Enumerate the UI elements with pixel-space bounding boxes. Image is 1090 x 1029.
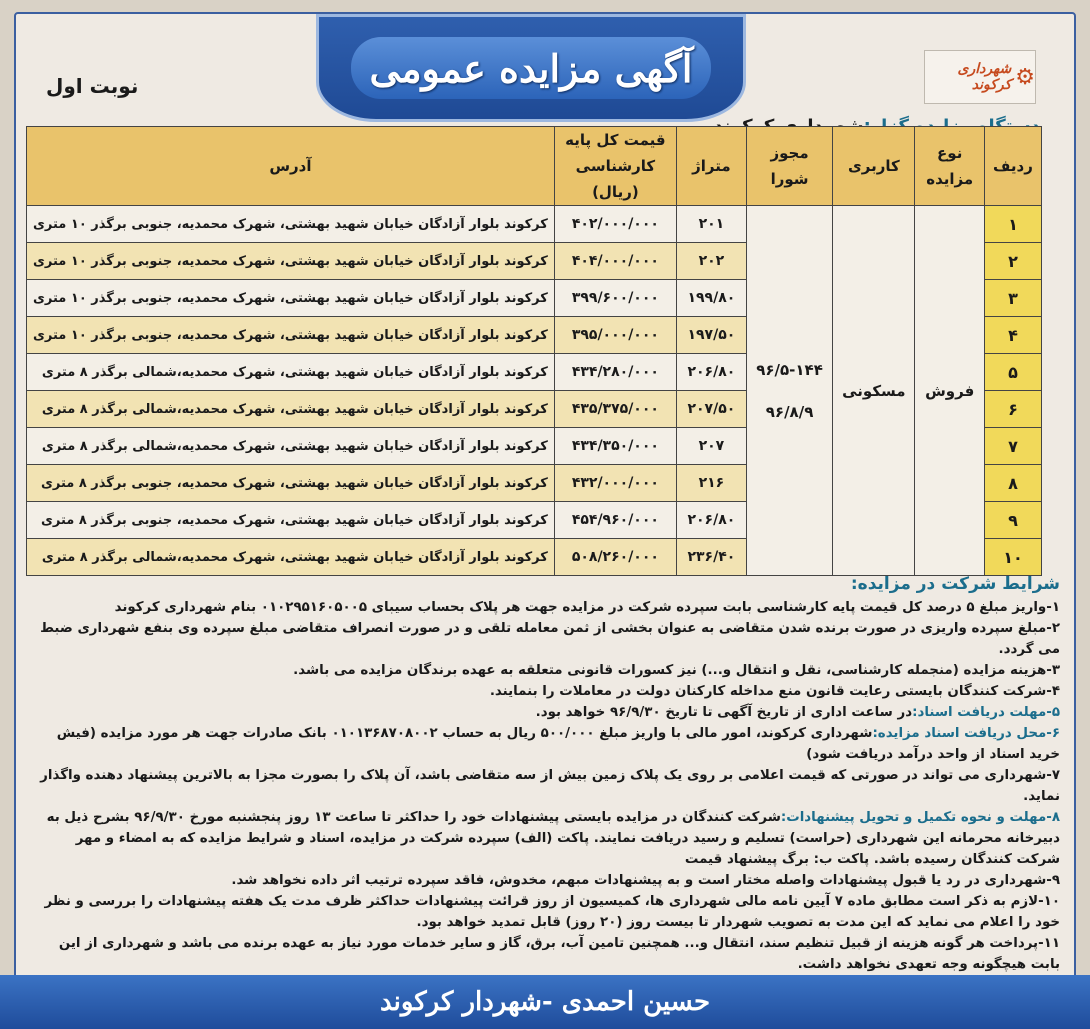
municipality-logo xyxy=(924,50,1036,104)
land-use-cell: مسکونی xyxy=(833,206,915,576)
logo-text: شهرداری کرکوند xyxy=(957,61,1012,93)
row-number: ۱ xyxy=(984,206,1041,243)
area-cell: ۲۳۶/۴۰ xyxy=(676,539,746,576)
row-number: ۵ xyxy=(984,354,1041,391)
conditions-section xyxy=(30,574,1060,975)
price-cell: ۳۹۹/۶۰۰/۰۰۰ xyxy=(554,280,676,317)
address-cell: کرکوند بلوار آزادگان خیابان شهید بهشتی، شهرک محمدیه،شمالی برگذر ۸ متری xyxy=(27,428,555,465)
title-banner xyxy=(316,14,746,122)
condition-item: ۴-شرکت کنندگان بایستی رعایت قانون منع مداخله کارکنان دولت در معاملات را بنمایند. xyxy=(489,684,1060,699)
condition-item: ۶-محل دریافت اسناد مزایده:شهرداری کرکوند، امور مالی با واریز مبلغ ۵۰۰/۰۰۰ ریال به حساب ۰۱۰۱۳۶۸۷۰۸۰۰۲ بانک صادرات جهت هر مورد مزایده (فیش خرید اسناد از واحد درآمد دریافت شود) xyxy=(56,726,1060,762)
conditions-title: شرایط شرکت در مزایده: xyxy=(850,574,1060,594)
condition-item: ۱-واریز مبلغ ۵ درصد کل قیمت پایه کارشناسی بابت سپرده شرکت در مزایده جهت هر پلاک بحساب سیبای ۰۱۰۲۹۵۱۶۰۵۰۰۵ بنام شهرداری کرکوند xyxy=(114,600,1060,615)
address-cell: کرکوند بلوار آزادگان خیابان شهید بهشتی، شهرک محمدیه، جنوبی برگذر ۱۰ متری xyxy=(27,243,555,280)
condition-item: ۱۱-پرداخت هر گونه هزینه از قبیل تنظیم سند، انتقال و... همچنین تامین آب، برق، گاز و سایر خدمات مورد نیاز به عهده برنده می باشد و شهرداری از این بابت هیچگونه وجه تعهدی نخواهد داشت. xyxy=(58,936,1060,972)
gear-icon: ⚙ xyxy=(1015,64,1035,90)
price-cell: ۳۹۵/۰۰۰/۰۰۰ xyxy=(554,317,676,354)
row-number: ۱۰ xyxy=(984,539,1041,576)
address-cell: کرکوند بلوار آزادگان خیابان شهید بهشتی، شهرک محمدیه، جنوبی برگذر ۸ متری xyxy=(27,502,555,539)
council-permit-cell xyxy=(746,206,832,576)
price-cell: ۴۵۴/۹۶۰/۰۰۰ xyxy=(554,502,676,539)
row-number: ۶ xyxy=(984,391,1041,428)
condition-item: ۸-مهلت و نحوه تکمیل و تحویل پیشنهادات:شرکت کنندگان در مزایده بایستی پیشنهادات خود را حداکثر تا ساعت ۱۳ روز پنجشنبه مورخ ۹۶/۹/۳۰ بشرح ذیل به دبیرخانه محرمانه این شهرداری (حراست) تسلیم و رسید دریافت نمایند. پاکت (الف) سپرده شرکت در مزایده، اسناد و شرایط مزایده که به امضاء و مهر شرکت کنندگان رسیده باشد. پاکت ب: برگ پیشنهاد قیمت xyxy=(46,810,1060,867)
row-number: ۳ xyxy=(984,280,1041,317)
condition-item: ۱۰-لازم به ذکر است مطابق ماده ۷ آیین نامه مالی شهرداری ها، کمیسیون از روز قرائت پیشنهادات حداکثر ظرف مدت یک هفته پیشنهادات را بررسی و نظر خود را اعلام می نماید که این مدت به تصویب شهردار تا بیست روز (۲۰ روز) قابل تمدید خواهد بود. xyxy=(44,894,1060,930)
row-number: ۷ xyxy=(984,428,1041,465)
condition-item: ۹-شهرداری در رد یا قبول پیشنهادات واصله مختار است و به پیشنهادات مبهم، مخدوش، فاقد سپرده ترتیب اثر داده نخواهد شد. xyxy=(231,873,1060,888)
price-cell: ۴۰۲/۰۰۰/۰۰۰ xyxy=(554,206,676,243)
permit-line-1: ۹۶/۵-۱۴۴ xyxy=(756,360,823,379)
row-number: ۸ xyxy=(984,465,1041,502)
mayor-signature-footer xyxy=(0,975,1090,1029)
address-cell: کرکوند بلوار آزادگان خیابان شهید بهشتی، شهرک محمدیه،شمالی برگذر ۸ متری xyxy=(27,539,555,576)
price-cell: ۴۳۴/۳۵۰/۰۰۰ xyxy=(554,428,676,465)
area-cell: ۲۰۲ xyxy=(676,243,746,280)
round-label: نوبت اول xyxy=(46,74,139,98)
price-cell: ۴۳۲/۰۰۰/۰۰۰ xyxy=(554,465,676,502)
auction-type-cell: فروش xyxy=(915,206,984,576)
price-cell: ۴۳۴/۲۸۰/۰۰۰ xyxy=(554,354,676,391)
permit-line-2: ۹۶/۸/۹ xyxy=(765,402,814,421)
header-address: آدرس xyxy=(27,127,555,206)
address-cell: کرکوند بلوار آزادگان خیابان شهید بهشتی، شهرک محمدیه، جنوبی برگذر ۸ متری xyxy=(27,465,555,502)
condition-item: ۲-مبلغ سپرده واریزی در صورت برنده شدن متقاضی به عنوان بخشی از ثمن معامله تلقی و در صورت انصراف متقاضی مبلغ سپرده وی بنفع شهرداری ضبط می گردد. xyxy=(40,621,1060,657)
area-cell: ۲۰۷/۵۰ xyxy=(676,391,746,428)
condition-item: ۳-هزینه مزایده (منجمله کارشناسی، نقل و انتقال و...) نیز کسورات قانونی متعلقه به عهده برندگان مزایده می باشد. xyxy=(293,663,1060,678)
area-cell: ۲۰۶/۸۰ xyxy=(676,354,746,391)
area-cell: ۱۹۹/۸۰ xyxy=(676,280,746,317)
table-header-row xyxy=(27,127,1042,206)
condition-item: ۵-مهلت دریافت اسناد:در ساعت اداری از تاریخ آگهی تا تاریخ ۹۶/۹/۳۰ خواهد بود. xyxy=(535,705,1060,720)
area-cell: ۲۰۶/۸۰ xyxy=(676,502,746,539)
table-row xyxy=(27,206,1042,243)
address-cell: کرکوند بلوار آزادگان خیابان شهید بهشتی، شهرک محمدیه، جنوبی برگذر ۱۰ متری xyxy=(27,317,555,354)
price-cell: ۵۰۸/۲۶۰/۰۰۰ xyxy=(554,539,676,576)
address-cell: کرکوند بلوار آزادگان خیابان شهید بهشتی، شهرک محمدیه، جنوبی برگذر ۱۰ متری xyxy=(27,206,555,243)
condition-item: ۷-شهرداری می تواند در صورتی که قیمت اعلامی بر روی یک پلاک زمین بیش از سه متقاضی باشد، آن پلاک را بصورت مجزا به بالاترین پیشنهاد دهنده واگذار نماید. xyxy=(40,768,1060,804)
auction-items-table xyxy=(26,126,1042,576)
header-land-use: کاربری xyxy=(833,127,915,206)
header-area: متراژ xyxy=(676,127,746,206)
address-cell: کرکوند بلوار آزادگان خیابان شهید بهشتی، شهرک محمدیه،شمالی برگذر ۸ متری xyxy=(27,391,555,428)
mayor-signature: حسین احمدی -شهردار کرکوند xyxy=(379,987,711,1017)
area-cell: ۲۱۶ xyxy=(676,465,746,502)
price-cell: ۴۰۴/۰۰۰/۰۰۰ xyxy=(554,243,676,280)
price-cell: ۴۳۵/۳۷۵/۰۰۰ xyxy=(554,391,676,428)
row-number: ۴ xyxy=(984,317,1041,354)
area-cell: ۱۹۷/۵۰ xyxy=(676,317,746,354)
area-cell: ۲۰۷ xyxy=(676,428,746,465)
header-council-permit: مجوز شورا xyxy=(746,127,832,206)
header-row-number: ردیف xyxy=(984,127,1041,206)
page-title: آگهی مزایده عمومی xyxy=(351,37,711,99)
area-cell: ۲۰۱ xyxy=(676,206,746,243)
row-number: ۲ xyxy=(984,243,1041,280)
header-auction-type: نوع مزایده xyxy=(915,127,984,206)
address-cell: کرکوند بلوار آزادگان خیابان شهید بهشتی، شهرک محمدیه، جنوبی برگذر ۱۰ متری xyxy=(27,280,555,317)
row-number: ۹ xyxy=(984,502,1041,539)
header-base-price: قیمت کل پایه کارشناسی (ریال) xyxy=(554,127,676,206)
address-cell: کرکوند بلوار آزادگان خیابان شهید بهشتی، شهرک محمدیه،شمالی برگذر ۸ متری xyxy=(27,354,555,391)
